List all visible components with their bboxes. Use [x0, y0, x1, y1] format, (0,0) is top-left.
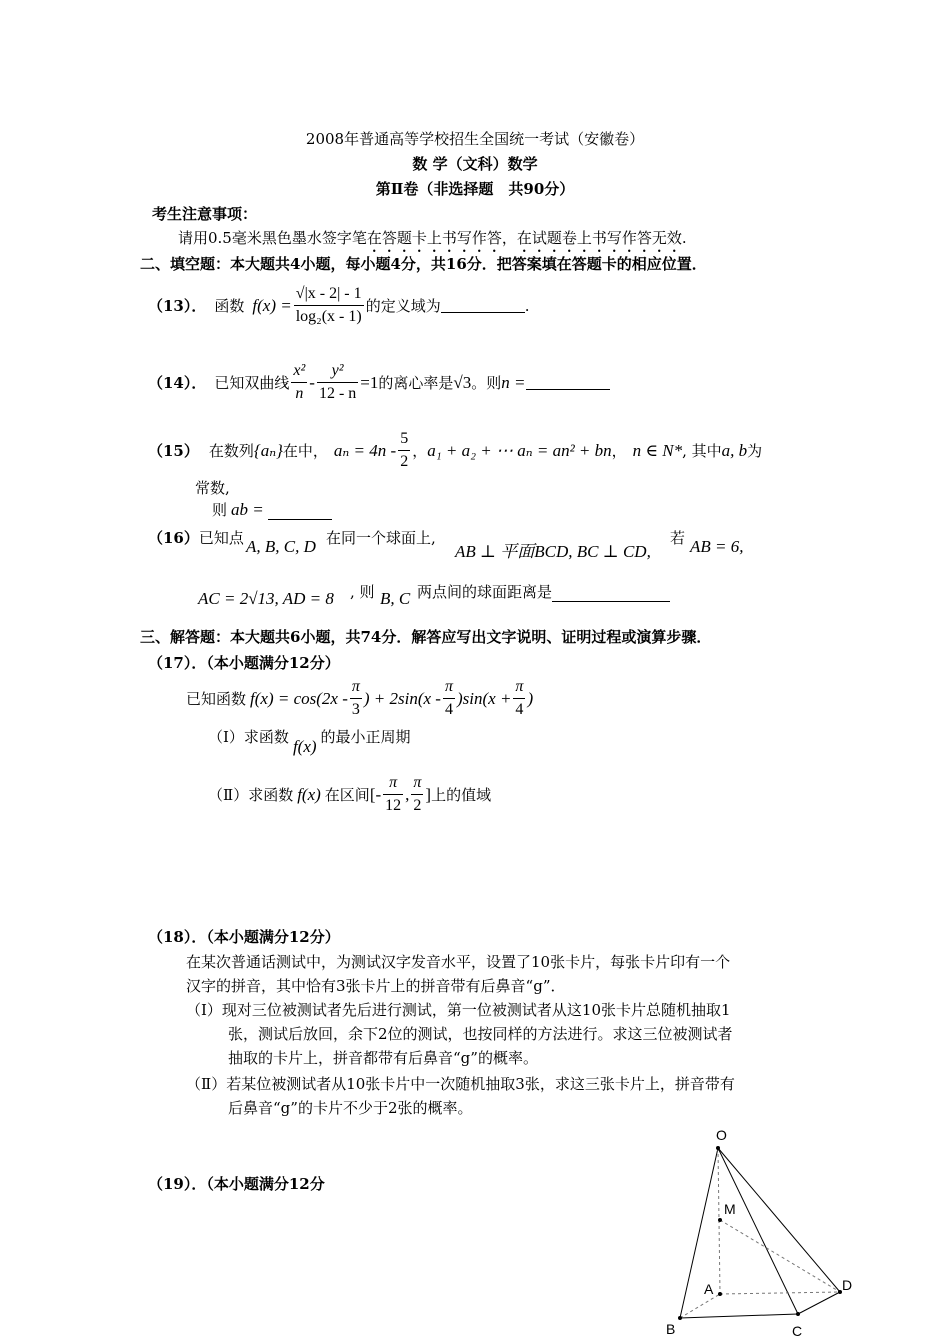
q13-tail: 的定义域为	[365, 297, 441, 315]
notice-text-d: 在试题卷上书写作答无效	[516, 229, 682, 247]
label-D: D	[842, 1277, 853, 1293]
exam-subtitle: 数 学（文科）数学	[412, 155, 538, 173]
q15-answer-blank[interactable]	[268, 505, 332, 520]
q14-eq: =1	[360, 372, 379, 392]
q13-fraction	[294, 283, 364, 328]
edge-OD	[718, 1148, 840, 1292]
q15-tail2: 为	[747, 442, 763, 460]
q17-f-a: f(x) = cos(2x -	[250, 688, 348, 708]
q15-comma: ，	[412, 442, 428, 460]
q16-bc: B, C	[380, 589, 411, 608]
q17-ii-f: f(x)	[297, 784, 321, 804]
q16-relation: AB ⊥ 平面BCD, BC ⊥ CD,	[455, 542, 651, 561]
q15-ab-eq: ab =	[231, 500, 264, 519]
point-O	[716, 1146, 720, 1150]
q13-denominator: log₂(x - 1)	[294, 305, 364, 328]
edge-MD	[720, 1220, 840, 1292]
q15-seq: {aₙ}	[253, 440, 283, 460]
q14-mid: 的离心率是	[378, 374, 454, 392]
q15-line3	[212, 499, 332, 520]
q17-i-tail: 的最小正周期	[320, 728, 411, 746]
label-B: B	[666, 1321, 676, 1337]
q17-f-b: ) + 2sin(x -	[363, 688, 441, 708]
q15-frac-num: 5	[400, 430, 409, 447]
q17-frac-3	[513, 676, 525, 721]
notice-heading: 考生注意事项：	[152, 205, 258, 223]
q15-an: aₙ = 4n -	[333, 440, 397, 460]
q17-q1-den: 12	[383, 794, 403, 817]
edge-AD	[720, 1292, 840, 1294]
q18-line1: 在某次普通话测试中，为测试汉字发音水平，设置了10张卡片，每张卡片印有一个	[186, 953, 731, 971]
exam-part: 第Ⅱ卷（非选择题 共90分）	[375, 180, 575, 198]
q18-number: （18）．（本小题满分12分）	[148, 928, 340, 946]
q16-answer-blank[interactable]	[552, 587, 670, 602]
q17-frac-1	[350, 676, 362, 721]
q15-lead: 在数列	[208, 442, 254, 460]
label-A: A	[704, 1281, 714, 1297]
q15-comma2: ，	[611, 442, 627, 460]
q17-p3-den: 4	[513, 698, 525, 721]
q17-q2-num: π	[413, 774, 422, 791]
q18-part-i-line3: 抽取的卡片上，拼音都带有后鼻音“g”的概率。	[228, 1049, 538, 1067]
exam-title: 2008年普通高等学校招生全国统一考试（安徽卷）	[305, 130, 645, 148]
label-M: M	[724, 1201, 736, 1217]
q16-tail: 两点间的球面距离是	[417, 583, 553, 601]
q14-f2-den: 12 - n	[317, 382, 358, 405]
notice-text-e: .	[681, 229, 687, 247]
label-C: C	[792, 1323, 803, 1339]
q16-points: A, B, C, D	[246, 537, 316, 556]
q16-mid: 在同一个球面上,	[326, 529, 436, 547]
q15-nset: n ∈ N*	[632, 440, 683, 460]
q17-i-f: f(x)	[292, 737, 317, 756]
q13-numerator: √|x - 2| - 1	[295, 285, 362, 302]
q18-line2: 汉字的拼音，其中恰有3张卡片上的拼音带有后鼻音“g”．	[186, 977, 566, 995]
q17-f-d: )	[527, 688, 534, 708]
q14-fraction-y	[317, 360, 358, 405]
q17-part-i	[208, 726, 411, 756]
q14-minus: -	[309, 372, 315, 392]
q17-function	[186, 676, 533, 721]
label-O: O	[716, 1127, 727, 1143]
notice-text	[178, 227, 687, 256]
q17-ii-comma: ,	[405, 784, 410, 804]
q13-end: .	[524, 296, 530, 315]
q14-fraction-x	[291, 360, 307, 405]
notice-text-b: 在答题卡上书写作答	[366, 229, 502, 247]
q17-q1-num: π	[389, 774, 398, 791]
q17-p1-den: 3	[350, 698, 362, 721]
point-B	[678, 1316, 682, 1320]
q17-ii-lead: （Ⅱ）求函数	[208, 786, 294, 804]
edge-BA	[680, 1294, 720, 1318]
q16-number-row	[148, 527, 244, 548]
q15-sum: a₁ + a₂ + ⋯ aₙ = an² + bn	[427, 440, 612, 460]
q14-then: 。则	[471, 374, 502, 392]
q14-f2-num: y²	[331, 362, 344, 379]
q16-ab6: AB = 6,	[690, 537, 744, 556]
q17-p3-num: π	[515, 678, 524, 695]
q17-p2-num: π	[444, 678, 453, 695]
q15-in: 在中，	[282, 442, 328, 460]
q17-f-c: )sin(x +	[456, 688, 512, 708]
q15-number: （15）	[148, 442, 199, 460]
q17-number: （17）．（本小题满分12分）	[148, 654, 340, 672]
q18-part-i-line1: （Ⅰ）现对三位被测试者先后进行测试，第一位被测试者从这10张卡片总随机抽取1	[186, 1001, 731, 1019]
q14-number: （14）．	[148, 374, 207, 392]
q17-frac-5	[411, 772, 423, 817]
q14-sqrt3: √3	[453, 372, 472, 392]
q17-p2-den: 4	[443, 698, 455, 721]
q14-lead: 已知双曲线	[214, 374, 290, 392]
q14-n-eq: n =	[501, 372, 526, 392]
q17-i-lead: （Ⅰ）求函数	[208, 728, 289, 746]
q17-frac-4	[383, 772, 403, 817]
q16-if: 若	[670, 529, 686, 547]
q15-ab: a, b	[721, 440, 748, 460]
q15-fraction	[398, 428, 410, 473]
q15-tail: , 其中	[682, 442, 722, 460]
q17-p1-num: π	[351, 678, 360, 695]
q18-part-i-line2: 张，测试后放回，余下2位的测试，也按同样的方法进行。求这三位被测试者	[228, 1025, 733, 1043]
section2-heading: 二、填空题：本大题共4小题，每小题4分，共16分．把答案填在答题卡的相应位置．	[140, 255, 707, 273]
q17-ii-mid: 在区间	[324, 786, 370, 804]
edge-BC	[680, 1314, 798, 1318]
section3-heading: 三、解答题：本大题共6小题，共74分．解答应写出文字说明、证明过程或演算步骤．	[140, 628, 712, 646]
pyramid-figure	[660, 1120, 860, 1344]
q15-line2: 常数,	[195, 479, 230, 497]
q14-answer-blank[interactable]	[526, 375, 610, 390]
q14-f1-den: n	[291, 382, 307, 405]
q17-lead: 已知函数	[186, 690, 247, 708]
q16-ac-ad: AC = 2√13, AD = 8	[198, 589, 334, 608]
q18-part-ii-line1: （Ⅱ）若某位被测试者从10张卡片中一次随机抽取3张，求这三张卡片上，拼音带有	[186, 1075, 735, 1093]
q17-part-ii	[208, 772, 491, 817]
q16-lead: 已知点	[198, 529, 244, 547]
q17-ii-tail: 上的值域	[431, 786, 492, 804]
q17-q2-den: 2	[411, 794, 423, 817]
edge-CD	[798, 1292, 840, 1314]
question-14	[148, 360, 610, 405]
q15-then: 则	[212, 501, 228, 519]
q13-fx: f(x) =	[252, 295, 292, 315]
edge-OC	[718, 1148, 798, 1314]
q17-frac-2	[443, 676, 455, 721]
q15-frac-den: 2	[398, 450, 410, 473]
notice-text-c: ，	[501, 229, 517, 247]
q16-then: , 则	[350, 583, 375, 601]
q17-ii-open: [-	[369, 784, 382, 804]
q13-lead: 函数	[214, 297, 245, 315]
q14-f1-num: x²	[293, 362, 306, 379]
question-15	[148, 428, 762, 473]
q13-answer-blank[interactable]	[441, 298, 525, 313]
q16-tail-row	[417, 581, 670, 602]
point-C	[796, 1312, 800, 1316]
point-A	[718, 1292, 722, 1296]
question-13	[148, 283, 530, 328]
q17-ii-close: ]	[425, 784, 432, 804]
q16-number: （16）	[148, 529, 199, 547]
q19-number: （19）．（本小题满分12分	[148, 1175, 325, 1193]
point-M	[718, 1218, 722, 1222]
notice-text-a: 请用0.5毫米黑色墨水签字笔	[178, 229, 367, 247]
q13-number: （13）．	[148, 297, 207, 315]
q18-part-ii-line2: 后鼻音“g”的卡片不少于2张的概率。	[228, 1099, 473, 1117]
